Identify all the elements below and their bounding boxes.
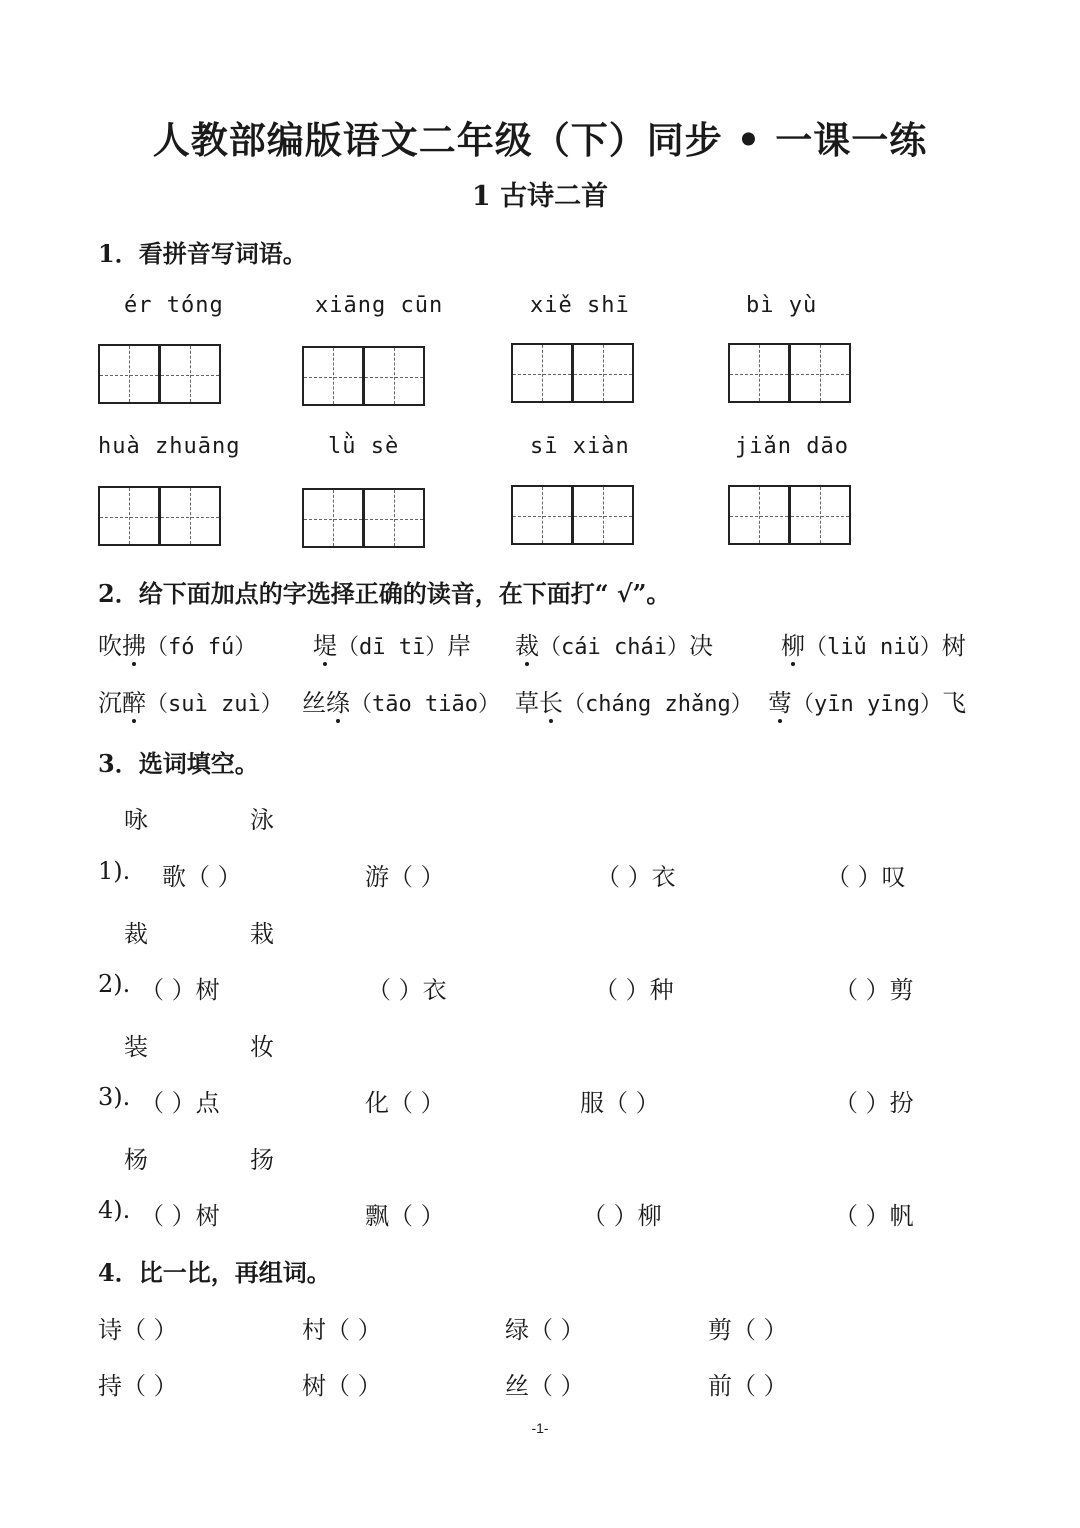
- pronunciation-item[interactable]: 堤（dī tī）岸: [313, 632, 472, 660]
- writing-grid-box[interactable]: [159, 486, 221, 546]
- fill-blank[interactable]: （ ）点: [140, 1089, 220, 1117]
- word-choice: 裁: [124, 920, 148, 948]
- fill-blank[interactable]: 树（ ）: [302, 1372, 382, 1400]
- writing-grid-box[interactable]: [511, 343, 573, 403]
- writing-grid-box[interactable]: [789, 343, 851, 403]
- pronunciation-item[interactable]: 莺（yīn yīng）飞: [768, 689, 966, 717]
- fill-blank[interactable]: （ ）衣: [596, 863, 676, 891]
- pinyin-label: sī xiàn: [530, 434, 630, 459]
- pronunciation-item[interactable]: 草长（cháng zhǎng）: [515, 689, 753, 717]
- writing-grid-box[interactable]: [98, 486, 160, 546]
- item-number: 4).: [98, 1196, 131, 1224]
- q4-heading: 4．比一比，再组词。: [98, 1258, 331, 1287]
- fill-blank[interactable]: 服（ ）: [580, 1089, 660, 1117]
- writing-grid-box[interactable]: [728, 343, 790, 403]
- fill-blank[interactable]: 丝（ ）: [505, 1372, 585, 1400]
- pronunciation-item[interactable]: 裁（cái chái）决: [515, 632, 713, 660]
- q2-heading: 2．给下面加点的字选择正确的读音，在下面打“ √”。: [98, 579, 671, 608]
- fill-blank[interactable]: 诗（ ）: [98, 1316, 178, 1344]
- fill-blank[interactable]: 飘（ ）: [365, 1202, 445, 1230]
- fill-blank[interactable]: （ ）剪: [834, 976, 914, 1004]
- pinyin-label: jiǎn dāo: [735, 434, 849, 459]
- fill-blank[interactable]: 歌（ ）: [162, 863, 242, 891]
- word-choice: 泳: [250, 806, 274, 834]
- item-number: 3).: [98, 1083, 131, 1111]
- q1-heading: 1．看拼音写词语。: [98, 239, 307, 268]
- pinyin-label: lǜ sè: [328, 434, 400, 459]
- writing-grid-box[interactable]: [728, 485, 790, 545]
- fill-blank[interactable]: （ ）扮: [834, 1089, 914, 1117]
- pinyin-label: xiě shī: [530, 293, 630, 318]
- fill-blank[interactable]: 化（ ）: [365, 1089, 445, 1117]
- pinyin-label: xiāng cūn: [315, 293, 444, 318]
- fill-blank[interactable]: 游（ ）: [365, 863, 445, 891]
- fill-blank[interactable]: 前（ ）: [708, 1372, 788, 1400]
- word-choice: 咏: [124, 806, 148, 834]
- pinyin-label: huà zhuāng: [98, 434, 241, 459]
- pronunciation-item[interactable]: 吹拂（fó fú）: [98, 632, 257, 660]
- fill-blank[interactable]: 持（ ）: [98, 1372, 178, 1400]
- q3-heading: 3．选词填空。: [98, 749, 259, 778]
- word-choice: 装: [124, 1033, 148, 1061]
- fill-blank[interactable]: （ ）叹: [826, 863, 906, 891]
- item-number: 2).: [98, 970, 131, 998]
- writing-grid-box[interactable]: [363, 488, 425, 548]
- fill-blank[interactable]: 绿（ ）: [505, 1316, 585, 1344]
- word-choice: 栽: [250, 920, 274, 948]
- worksheet-title: 人教部编版语文二年级（下）同步 • 一课一练: [152, 118, 928, 162]
- word-choice: 妆: [250, 1033, 274, 1061]
- fill-blank[interactable]: （ ）树: [140, 1202, 220, 1230]
- writing-grid-box[interactable]: [572, 343, 634, 403]
- fill-blank[interactable]: （ ）衣: [367, 976, 447, 1004]
- page-number: -1-: [531, 1420, 549, 1436]
- writing-grid-box[interactable]: [572, 485, 634, 545]
- fill-blank[interactable]: 村（ ）: [302, 1316, 382, 1344]
- word-choice: 扬: [250, 1146, 274, 1174]
- item-number: 1).: [98, 857, 131, 885]
- word-choice: 杨: [124, 1146, 148, 1174]
- pinyin-label: bì yù: [746, 293, 818, 318]
- writing-grid-box[interactable]: [302, 346, 364, 406]
- pronunciation-item[interactable]: 丝绦（tāo tiāo）: [302, 689, 500, 717]
- writing-grid-box[interactable]: [98, 344, 160, 404]
- fill-blank[interactable]: （ ）帆: [834, 1202, 914, 1230]
- writing-grid-box[interactable]: [789, 485, 851, 545]
- pronunciation-item[interactable]: 沉醉（suì zuì）: [98, 689, 283, 717]
- writing-grid-box[interactable]: [363, 346, 425, 406]
- pinyin-label: ér tóng: [124, 293, 224, 318]
- writing-grid-box[interactable]: [511, 485, 573, 545]
- fill-blank[interactable]: 剪（ ）: [708, 1316, 788, 1344]
- lesson-title: 1 古诗二首: [471, 181, 609, 212]
- fill-blank[interactable]: （ ）柳: [582, 1202, 662, 1230]
- fill-blank[interactable]: （ ）种: [594, 976, 674, 1004]
- writing-grid-box[interactable]: [302, 488, 364, 548]
- pronunciation-item[interactable]: 柳（liǔ niǔ）树: [781, 632, 966, 660]
- fill-blank[interactable]: （ ）树: [140, 976, 220, 1004]
- writing-grid-box[interactable]: [159, 344, 221, 404]
